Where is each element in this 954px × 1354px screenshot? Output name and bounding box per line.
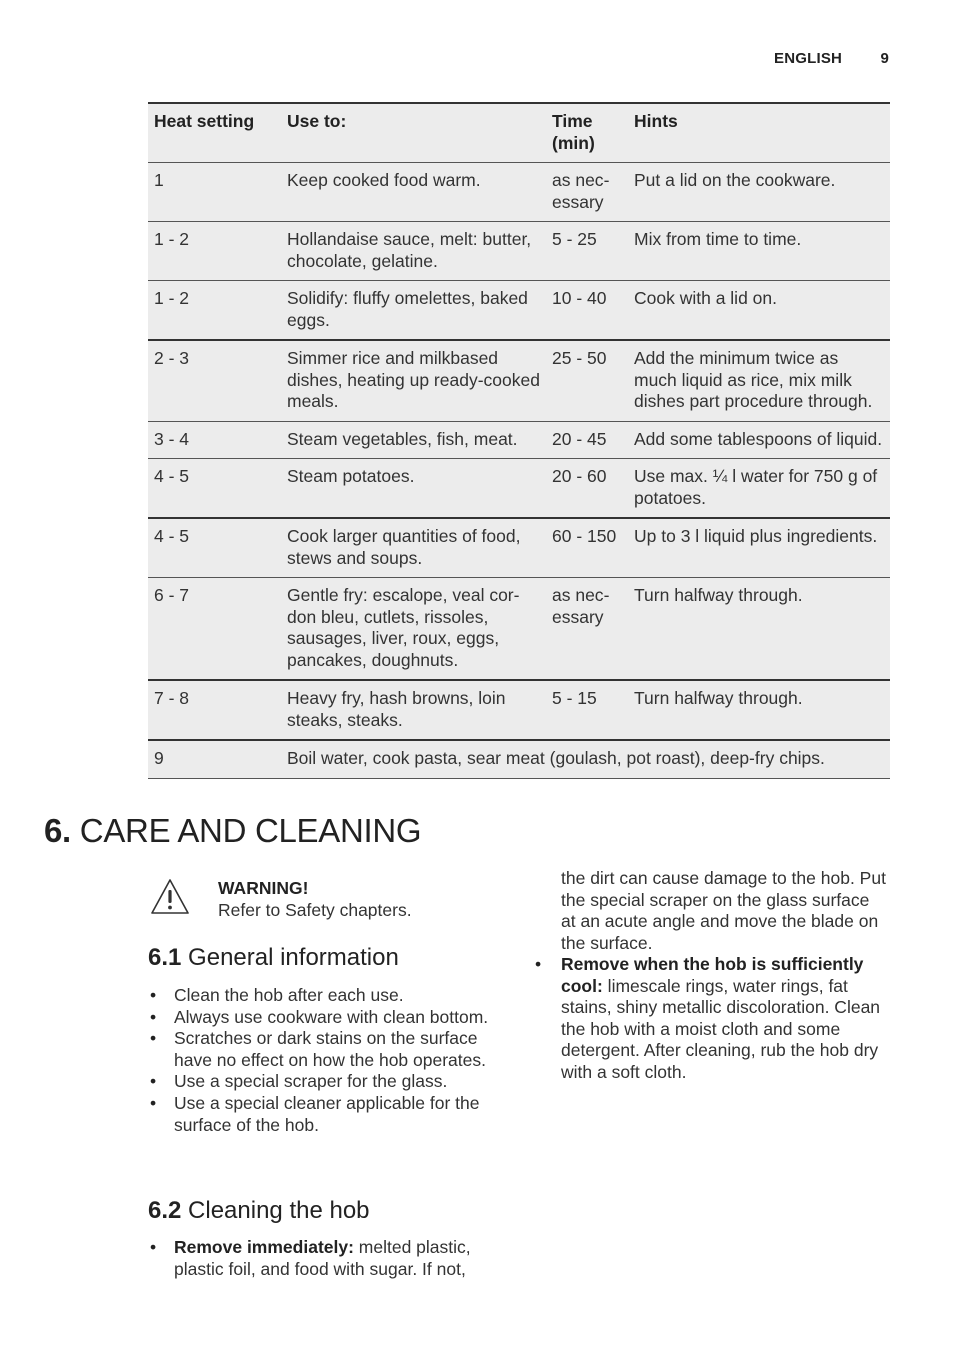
subsection-title: General information xyxy=(188,944,399,971)
table-row xyxy=(148,518,890,578)
table-row xyxy=(148,740,890,778)
cell-time: 5 - 25 xyxy=(546,222,628,281)
table-header-row xyxy=(148,103,890,163)
subsection-title: Cleaning the hob xyxy=(188,1197,370,1224)
cleaning-continuation-text: the dirt can cause damage to the hob. Put the special scraper on the glass surface at an acute angle and move the blade on the surface. xyxy=(561,868,886,953)
list-item xyxy=(561,954,886,1084)
cell-heat-setting: 3 - 4 xyxy=(148,421,281,459)
list-item xyxy=(148,1237,508,1280)
list-item-text: melted plastic, plastic foil, and food with sugar. If not, xyxy=(174,1237,471,1279)
cell-use: Solidify: fluffy omelettes, baked eggs. xyxy=(281,281,546,341)
cell-hints: Mix from time to time. xyxy=(628,222,890,281)
header-heat-setting: Heat setting xyxy=(148,103,281,163)
list-item: • Use a special scraper for the glass. xyxy=(148,1071,508,1093)
cell-hints: Cook with a lid on. xyxy=(628,281,890,341)
cell-use: Boil water, cook pasta, sear meat (goulash, pot roast), deep-fry chips. xyxy=(281,740,890,778)
subsection-number: 6.1 xyxy=(148,944,182,971)
section-title-text: CARE AND CLEANING xyxy=(79,812,422,849)
cell-use: Keep cooked food warm. xyxy=(281,163,546,222)
warning-triangle-icon xyxy=(150,878,190,921)
subsection-general-information xyxy=(148,944,399,972)
list-item-bold: Remove when the hob is sufficiently cool: xyxy=(561,954,864,996)
cell-hints: Turn halfway through. xyxy=(628,680,890,740)
general-information-list xyxy=(148,985,508,1136)
cell-use: Cook larger quantities of food, stews and soups. xyxy=(281,518,546,578)
subsection-number: 6.2 xyxy=(148,1197,182,1224)
section-title xyxy=(44,812,421,850)
cell-heat-setting: 9 xyxy=(148,740,281,778)
list-item: • Always use cookware with clean bottom. xyxy=(148,1007,508,1029)
cell-heat-setting: 6 - 7 xyxy=(148,578,281,681)
table-row xyxy=(148,340,890,421)
page-header xyxy=(774,50,889,67)
table-row xyxy=(148,222,890,281)
header-time: Time (min) xyxy=(546,103,628,163)
cell-hints: Turn halfway through. xyxy=(628,578,890,681)
table-row xyxy=(148,680,890,740)
cell-time: 5 - 15 xyxy=(546,680,628,740)
cell-time: 60 - 150 xyxy=(546,518,628,578)
cleaning-list-left xyxy=(148,1237,508,1280)
warning-title: WARNING! xyxy=(218,878,309,898)
heat-setting-table xyxy=(148,102,890,779)
warning-text: Refer to Safety chapters. xyxy=(218,900,412,920)
cell-hints: Add some tablespoons of liquid. xyxy=(628,421,890,459)
cell-heat-setting: 4 - 5 xyxy=(148,518,281,578)
cell-heat-setting: 1 - 2 xyxy=(148,281,281,341)
cell-use: Steam potatoes. xyxy=(281,459,546,519)
table-row xyxy=(148,163,890,222)
cell-time: 20 - 60 xyxy=(546,459,628,519)
cell-hints: Use max. ¼ l water for 750 g of potatoes. xyxy=(628,459,890,519)
cell-hints: Up to 3 l liquid plus ingredients. xyxy=(628,518,890,578)
list-item: • Clean the hob after each use. xyxy=(148,985,508,1007)
cell-heat-setting: 1 - 2 xyxy=(148,222,281,281)
cell-use: Simmer rice and milkbased dishes, heating up ready-cooked meals. xyxy=(281,340,546,421)
cell-time: 10 - 40 xyxy=(546,281,628,341)
cell-time: 25 - 50 xyxy=(546,340,628,421)
cell-time: as necessary xyxy=(546,163,628,222)
list-item-text: limescale rings, water rings, fat stains, shiny metallic discoloration. Clean the hob with a moist cloth and some detergent. After cleaning, rub the hob dry with a soft cloth. xyxy=(561,975,881,1082)
cell-heat-setting: 1 xyxy=(148,163,281,222)
cell-time: as necessary xyxy=(546,578,628,681)
cell-use: Hollandaise sauce, melt: butter, chocolate, gelatine. xyxy=(281,222,546,281)
cell-heat-setting: 7 - 8 xyxy=(148,680,281,740)
cleaning-list-right xyxy=(561,954,886,1084)
section-number: 6. xyxy=(44,812,71,849)
cell-time: 20 - 45 xyxy=(546,421,628,459)
subsection-cleaning-the-hob xyxy=(148,1197,370,1225)
list-item: • Scratches or dark stains on the surface have no effect on how the hob operates. xyxy=(148,1028,508,1071)
list-item: • Use a special cleaner applicable for the surface of the hob. xyxy=(148,1093,508,1136)
table-row xyxy=(148,281,890,341)
table-row xyxy=(148,421,890,459)
cell-heat-setting: 4 - 5 xyxy=(148,459,281,519)
header-hints: Hints xyxy=(628,103,890,163)
cell-hints: Add the minimum twice as much liquid as rice, mix milk dishes part procedure through. xyxy=(628,340,890,421)
cell-heat-setting: 2 - 3 xyxy=(148,340,281,421)
table-row xyxy=(148,578,890,681)
cell-hints: Put a lid on the cookware. xyxy=(628,163,890,222)
cell-use: Steam vegetables, fish, meat. xyxy=(281,421,546,459)
language-label: ENGLISH xyxy=(774,50,843,67)
page-number: 9 xyxy=(880,50,889,67)
cell-use: Heavy fry, hash browns, loin steaks, steaks. xyxy=(281,680,546,740)
list-item-bold: Remove immediately: xyxy=(174,1237,354,1257)
cell-use: Gentle fry: escalope, veal cordon bleu, cutlets, rissoles, sausages, liver, roux, eggs, pancakes, doughnuts. xyxy=(281,578,546,681)
table-row xyxy=(148,459,890,519)
header-use-to: Use to: xyxy=(281,103,546,163)
